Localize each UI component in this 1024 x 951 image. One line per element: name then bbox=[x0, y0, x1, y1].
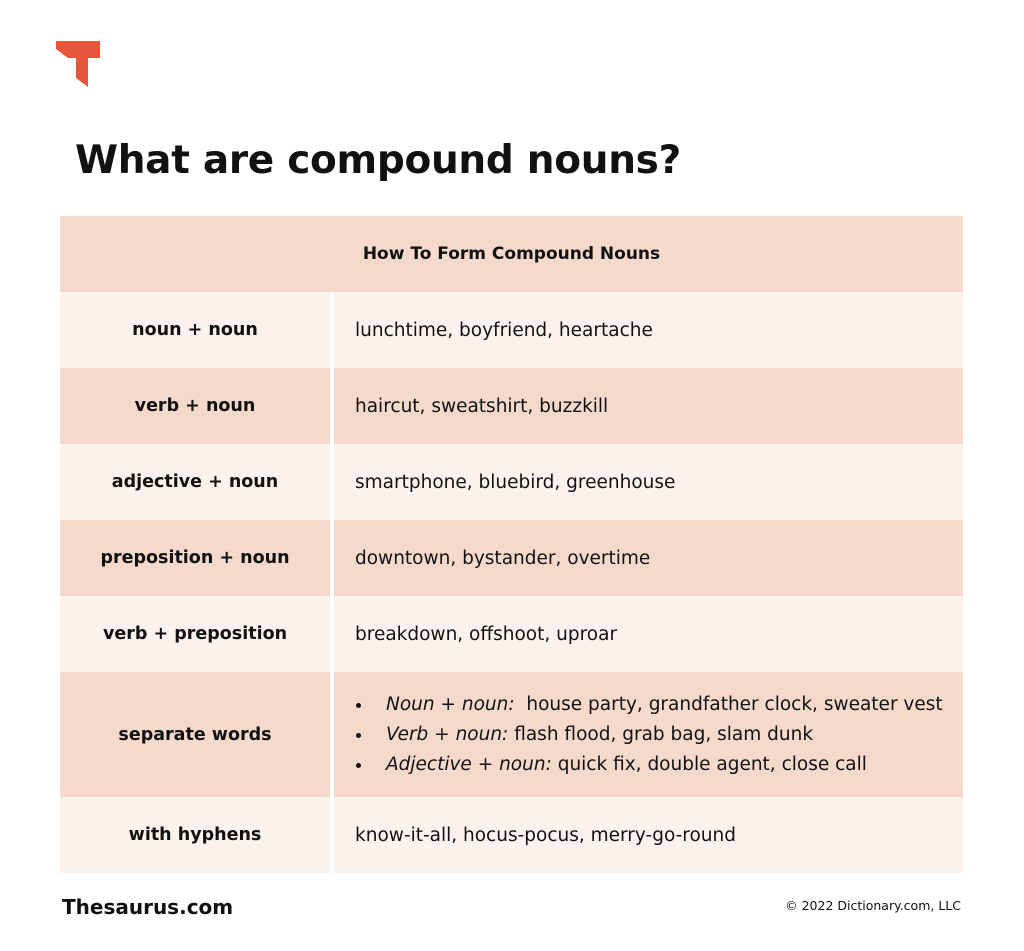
table-row bbox=[60, 368, 963, 444]
row-label: verb + noun bbox=[60, 368, 330, 444]
row-examples: lunchtime, boyfriend, heartache bbox=[334, 292, 963, 368]
table-row bbox=[60, 596, 963, 672]
brand-name: Thesaurus.com bbox=[62, 895, 234, 919]
bullet-lead: Adjective + noun: bbox=[386, 753, 552, 775]
bullet-item bbox=[355, 720, 943, 750]
bullet-text: flash flood, grab bag, slam dunk bbox=[514, 723, 814, 745]
bullet-item bbox=[355, 750, 943, 780]
row-examples: smartphone, bluebird, greenhouse bbox=[334, 444, 963, 520]
page-title: What are compound nouns? bbox=[75, 138, 681, 183]
table-row bbox=[60, 444, 963, 520]
bullet-lead: Verb + noun: bbox=[386, 723, 509, 745]
compound-nouns-table bbox=[60, 216, 963, 873]
bullet-item bbox=[355, 690, 943, 720]
table-row bbox=[60, 520, 963, 596]
table-header: How To Form Compound Nouns bbox=[60, 216, 963, 292]
row-examples: breakdown, offshoot, uproar bbox=[334, 596, 963, 672]
row-label: adjective + noun bbox=[60, 444, 330, 520]
row-examples: know-it-all, hocus-pocus, merry-go-round bbox=[334, 797, 963, 873]
row-label: separate words bbox=[60, 672, 330, 797]
row-examples bbox=[334, 672, 963, 797]
bullet-list bbox=[355, 690, 943, 780]
row-examples: downtown, bystander, overtime bbox=[334, 520, 963, 596]
table-row bbox=[60, 797, 963, 873]
row-label: preposition + noun bbox=[60, 520, 330, 596]
table-row bbox=[60, 292, 963, 368]
bullet-lead: Noun + noun: bbox=[386, 693, 515, 715]
bullet-text: quick fix, double agent, close call bbox=[557, 753, 867, 775]
row-label: with hyphens bbox=[60, 797, 330, 873]
table-row bbox=[60, 672, 963, 797]
bullet-text: house party, grandfather clock, sweater vest bbox=[526, 693, 943, 715]
row-label: noun + noun bbox=[60, 292, 330, 368]
copyright-notice: © 2022 Dictionary.com, LLC bbox=[785, 898, 961, 913]
thesaurus-logo-icon bbox=[56, 41, 100, 87]
row-examples: haircut, sweatshirt, buzzkill bbox=[334, 368, 963, 444]
row-label: verb + preposition bbox=[60, 596, 330, 672]
